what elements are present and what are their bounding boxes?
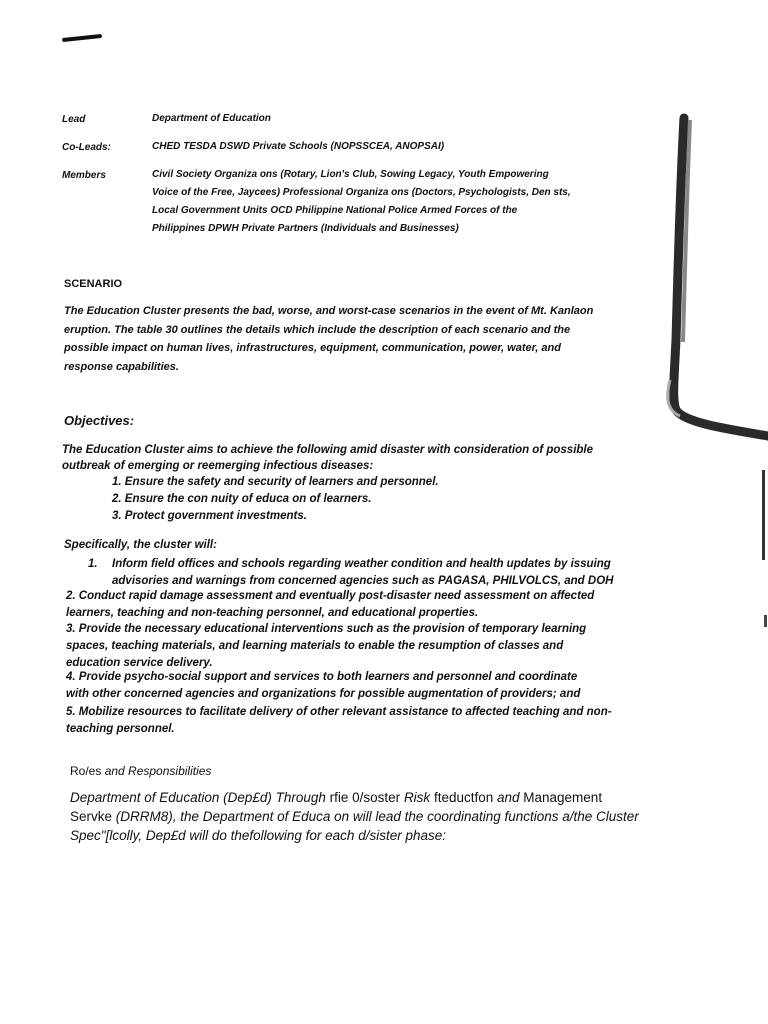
objectives-intro-line: The Education Cluster aims to achieve the following amid disaster with consideration of possible xyxy=(62,444,594,456)
specific-item-1-text: Inform field offices and schools regarding weather condition and health updates by issuing xyxy=(112,558,611,570)
specific-item-3-line: education service delivery. xyxy=(66,657,213,669)
deped-text: Management xyxy=(523,790,603,805)
deped-text: and xyxy=(496,790,524,805)
scenario-heading: SCENARIO xyxy=(64,278,123,290)
scenario-paragraph xyxy=(64,302,644,376)
deped-text: Servke xyxy=(70,809,116,824)
specific-item-5 xyxy=(66,704,656,738)
specifically-title: Specifically, the cluster will: xyxy=(64,539,217,551)
roles-heading-suffix: and Responsibilities xyxy=(104,764,212,778)
objectives-title: Objectives: xyxy=(64,413,135,428)
specific-item-2-line: 2. Conduct rapid damage assessment and eventually post-disaster need assessment on affected xyxy=(66,590,595,602)
deped-text: Risk xyxy=(403,790,434,805)
members-value xyxy=(152,166,642,238)
specific-item-4-line: with other concerned agencies and organizations for possible augmentation of providers; and xyxy=(66,688,581,700)
specific-item-5-line: 5. Mobilize resources to facilitate delivery of other relevant assistance to affected teaching and non- xyxy=(66,706,612,718)
deped-text: Department of Education (Dep£d) Through xyxy=(70,790,330,805)
deped-text: Spec"[lcolly, Dep£d will do thefollowing for each d/sister phase: xyxy=(70,828,446,843)
specific-item-4-line: 4. Provide psycho-social support and services to both learners and personnel and coordinate xyxy=(66,671,578,683)
objective-item: 2. Ensure the con nuity of educa on of learners. xyxy=(112,493,372,505)
members-label: Members xyxy=(62,170,106,181)
roles-heading-prefix: Ro/es xyxy=(70,764,105,778)
coleads-label: Co-Leads: xyxy=(62,142,111,153)
lead-value: Department of Education xyxy=(152,113,271,124)
deped-text: rfie 0/soster xyxy=(329,790,404,805)
specific-item-1-number: 1. xyxy=(88,558,98,570)
members-line: Philippines DPWH Private Partners (Individuals and Businesses) xyxy=(152,223,459,234)
scan-edge-dot xyxy=(764,615,767,627)
members-line: Local Government Units OCD Philippine National Police Armed Forces of the xyxy=(152,205,518,216)
specific-item-3-line: 3. Provide the necessary educational interventions such as the provision of temporary learning xyxy=(66,623,587,635)
objective-item: 1. Ensure the safety and security of learners and personnel. xyxy=(112,476,439,488)
scan-edge-mark xyxy=(762,470,765,560)
specific-item-2 xyxy=(66,588,656,622)
objectives-intro-line: outbreak of emerging or reemerging infectious diseases: xyxy=(62,460,374,472)
specific-item-4 xyxy=(66,669,656,703)
deped-text: fteductfon xyxy=(433,790,497,805)
coleads-value: CHED TESDA DSWD Private Schools (NOPSSCEA, ANOPSAI) xyxy=(152,141,445,152)
scan-edge-artifact xyxy=(640,110,768,450)
specific-item-3 xyxy=(66,621,656,672)
deped-paragraph xyxy=(70,788,662,845)
specific-item-1-line: advisories and warnings from concerned agencies such as PAGASA, PHILVOLCS, and DOH xyxy=(112,575,614,587)
specific-item-5-line: teaching personnel. xyxy=(66,723,175,735)
scenario-line: response capabilities. xyxy=(64,360,179,373)
specific-item-1-line xyxy=(88,556,634,573)
scenario-line: The Education Cluster presents the bad, worse, and worst-case scenarios in the event of Mt. Kanlaon xyxy=(64,305,594,317)
members-line: Civil Society Organiza ons (Rotary, Lion's Club, Sowing Legacy, Youth Empowering xyxy=(152,169,549,180)
members-line: Voice of the Free, Jaycees) Professional Organiza ons (Doctors, Psychologists, Den sts, xyxy=(152,187,571,198)
objectives-list xyxy=(112,474,439,525)
deped-text: (DRRM8), the Department of Educa on will lead the coordinating functions a/the xyxy=(115,809,597,824)
scan-mark xyxy=(62,34,102,42)
specific-item-2-line: learners, teaching and non-teaching personnel, and educational properties. xyxy=(66,607,479,619)
roles-heading xyxy=(70,764,211,778)
lead-label: Lead xyxy=(62,114,86,125)
scenario-line: eruption. The table 30 outlines the details which include the description of each scenario and the xyxy=(64,323,571,336)
specific-item-3-line: spaces, teaching materials, and learning materials to enable the resumption of classes and xyxy=(66,640,564,652)
objective-item: 3. Protect government investments. xyxy=(112,510,307,522)
specific-item-1 xyxy=(88,556,634,590)
deped-text: Cluster xyxy=(596,809,639,824)
scenario-line: possible impact on human lives, infrastructures, equipment, communication, power, water, and xyxy=(64,342,561,354)
objectives-intro xyxy=(62,442,642,474)
